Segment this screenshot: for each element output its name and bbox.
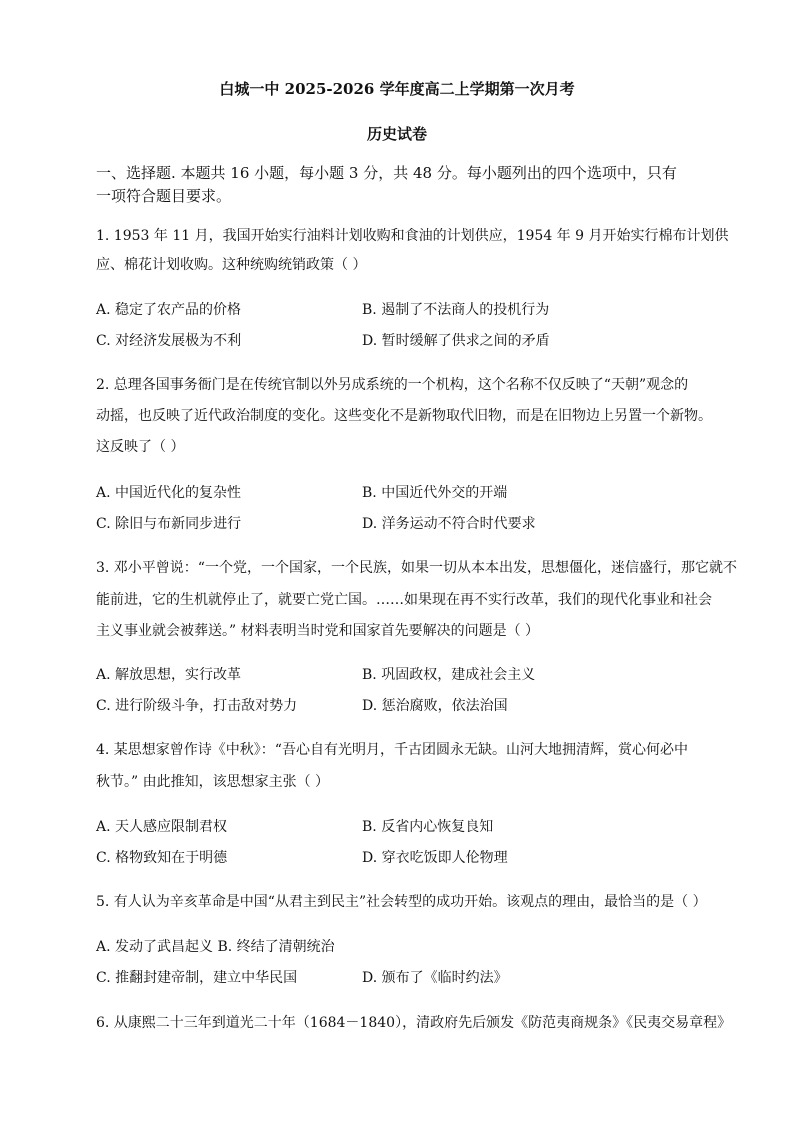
question-6-text: 6. 从康熙二十三年到道光二十年（1684－1840），清政府先后颁发《防范夷商规条》《民夷交易章程》 — [96, 1015, 732, 1031]
question-3-option-d: D. 惩治腐败，依法治国 — [362, 698, 508, 714]
exam-title: 白城一中 2025-2026 学年度高二上学期第一次月考 — [219, 80, 575, 98]
question-1-option-d: D. 暂时缓解了供求之间的矛盾 — [362, 333, 550, 349]
question-1-text: 1. 1953 年 11 月，我国开始实行油料计划收购和食油的计划供应，1954 年 9 月开始实行棉布计划供 — [96, 228, 729, 244]
question-2-text: 2. 总理各国事务衙门是在传统官制以外另成系统的一个机构，这个名称不仅反映了“天朝”观念的 — [96, 377, 689, 393]
question-3-option-b: B. 巩固政权，建成社会主义 — [362, 667, 536, 683]
exam-subtitle: 历史试卷 — [366, 125, 427, 143]
question-1-option-c: C. 对经济发展极为不利 — [96, 333, 242, 349]
question-5-text: 5. 有人认为辛亥革命是中国“从君主到民主”社会转型的成功开始。该观点的理由，最恰当的是（ ） — [96, 894, 707, 910]
question-5-option-c: C. 推翻封建帝制，建立中华民国 — [96, 970, 298, 986]
question-2-text: 这反映了（ ） — [96, 439, 185, 455]
question-3-text: 能前进，它的生机就停止了，就要亡党亡国。……如果现在再不实行改革，我们的现代化事业和社会 — [96, 592, 712, 608]
section-heading: 一、选择题. 本题共 16 小题，每小题 3 分，共 48 分。每小题列出的四个选项中，只有 — [96, 164, 677, 182]
question-4-text: 4. 某思想家曾作诗《中秋》：“吾心自有光明月，千古团圆永无缺。山河大地拥清辉，赏心何必中 — [96, 742, 688, 758]
question-2-text: 动摇，也反映了近代政治制度的变化。这些变化不是新物取代旧物，而是在旧物边上另置一个新物。 — [96, 408, 712, 424]
question-1-option-b: B. 遏制了不法商人的投机行为 — [362, 302, 550, 318]
question-3-text: 主义事业就会被葬送。” 材料表明当时党和国家首先要解决的问题是（ ） — [96, 623, 540, 639]
question-4-option-b: B. 反省内心恢复良知 — [362, 819, 494, 835]
question-4-option-d: D. 穿衣吃饭即人伦物理 — [362, 850, 508, 866]
question-3-option-a: A. 解放思想，实行改革 — [96, 667, 242, 683]
question-3-text: 3. 邓小平曾说：“一个党，一个国家，一个民族，如果一切从本本出发，思想僵化，迷信盛行，那它就不 — [96, 560, 737, 576]
question-4-text: 秋节。” 由此推知，该思想家主张（ ） — [96, 774, 330, 790]
question-1-option-a: A. 稳定了农产品的价格 — [96, 302, 242, 318]
question-1-text: 应、棉花计划收购。这种统购统销政策（ ） — [96, 257, 367, 273]
question-2-option-b: B. 中国近代外交的开端 — [362, 485, 508, 501]
question-4-option-c: C. 格物致知在于明德 — [96, 850, 228, 866]
question-4-option-a: A. 天人感应限制君权 — [96, 819, 228, 835]
question-2-option-a: A. 中国近代化的复杂性 — [96, 485, 242, 501]
section-heading-cont: 一项符合题目要求。 — [96, 187, 232, 205]
question-2-option-c: C. 除旧与布新同步进行 — [96, 516, 242, 532]
question-3-option-c: C. 进行阶级斗争，打击敌对势力 — [96, 698, 298, 714]
question-5-option-d: D. 颁布了《临时约法》 — [362, 970, 508, 986]
question-2-option-d: D. 洋务运动不符合时代要求 — [362, 516, 536, 532]
question-5-option-ab: A. 发动了武昌起义 B. 终结了清朝统治 — [96, 939, 335, 955]
